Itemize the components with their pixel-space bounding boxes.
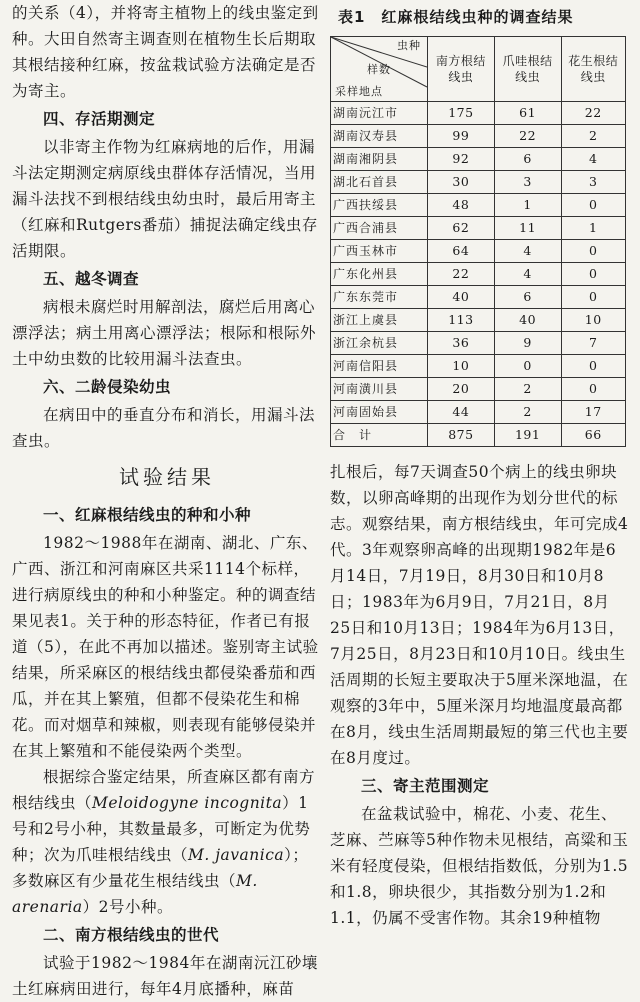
table-cell-place: 广西合浦县 <box>331 217 428 240</box>
table-cell-count: 7 <box>561 332 626 355</box>
table-cell-count: 2 <box>561 125 626 148</box>
column-header-arenaria: 花生根结线虫 <box>561 37 626 102</box>
table-cell-count: 0 <box>561 355 626 378</box>
table-cell-place: 广东化州县 <box>331 263 428 286</box>
column-header-incognita: 南方根结线虫 <box>428 37 495 102</box>
table-cell-count: 875 <box>428 424 495 447</box>
table-row <box>331 309 626 332</box>
paragraph-species-survey: 1982～1988年在湖南、湖北、广东、广西、浙江和河南麻区共采1114个标样，进行病原线虫的种和小种鉴定。种的调查结果见表1。关于种的形态特征，作者已有报道（5），在此不再加以描述。鉴别寄主试验结果，所采麻区的根结线虫都侵染番茄和西瓜，并在其上繁殖，但都不侵染花生和棉花。而对烟草和辣椒，则表现有能够侵染并在其上繁殖和不能侵染两个类型。 <box>12 534 319 760</box>
table-row <box>331 401 626 424</box>
table-cell-count: 22 <box>494 125 561 148</box>
corner-label-species: 虫种 <box>397 39 421 52</box>
table-cell-count: 40 <box>428 286 495 309</box>
table-cell-count: 99 <box>428 125 495 148</box>
heading-survival: 四、存活期测定 <box>43 110 156 128</box>
table-cell-count: 4 <box>494 263 561 286</box>
table-cell-count: 3 <box>561 171 626 194</box>
paragraph-overwinter: 病根未腐烂时用解剖法，腐烂后用离心漂浮法；病土用离心漂浮法；根际和根际外土中幼虫数的比较用漏斗法查虫。 <box>12 298 317 368</box>
table-cell-place: 浙江余杭县 <box>331 332 428 355</box>
table-row <box>331 355 626 378</box>
table-cell-count: 61 <box>494 102 561 125</box>
table-cell-count: 2 <box>494 401 561 424</box>
table-body <box>331 102 626 447</box>
heading-host-range: 三、寄主范围测定 <box>361 777 490 795</box>
table-cell-place: 广西玉林市 <box>331 240 428 263</box>
table-cell-count: 62 <box>428 217 495 240</box>
table-cell-count: 1 <box>494 194 561 217</box>
table-cell-count: 10 <box>428 355 495 378</box>
table-corner-cell <box>331 37 428 102</box>
table-row <box>331 286 626 309</box>
table-cell-count: 6 <box>494 286 561 309</box>
table-row <box>331 194 626 217</box>
section-title-results: 试验结果 <box>119 465 215 489</box>
paragraph-generations: 试验于1982～1984年在湖南沅江砂壤土红麻病田进行，每年4月底播种，麻苗 <box>12 954 318 998</box>
heading-species: 一、红麻根结线虫的种和小种 <box>43 506 252 524</box>
table-cell-place: 浙江上虞县 <box>331 309 428 332</box>
table-cell-count: 0 <box>561 378 626 401</box>
table-cell-count: 3 <box>494 171 561 194</box>
table-cell-place: 广西扶绥县 <box>331 194 428 217</box>
table-cell-count: 40 <box>494 309 561 332</box>
paragraph-second-stage-larva: 在病田中的垂直分布和消长，用漏斗法查虫。 <box>12 406 316 450</box>
table-cell-count: 0 <box>561 194 626 217</box>
table-cell-count: 1 <box>561 217 626 240</box>
heading-generations: 二、南方根结线虫的世代 <box>43 926 220 944</box>
table-row <box>331 217 626 240</box>
paragraph-generations-continued: 扎根后，每7天调查50个病上的线虫卵块数，以卵高峰期的出现作为划分世代的标志。观察结果，南方根结线虫，年可完成4代。3年观察卵高峰的出现期1982年是6月14日，7月19日，8月30日和10月8日；1983年为6月9日，7月21日，8月25日和10月13日；1984年为6月13日，7月25日，8月23日和10月10日。线虫生活周期的长短主要取决于5厘米深地温，在观察的3年中，5厘米深月均地温度最高都在8月，线虫生活周期最短的第三代也主要在8月度过。 <box>330 463 629 767</box>
table-cell-count: 17 <box>561 401 626 424</box>
table-cell-count: 175 <box>428 102 495 125</box>
paragraph-host-range: 在盆栽试验中，棉花、小麦、花生、芝麻、苎麻等5种作物未见根结，高粱和玉米有轻度侵染，但根结指数低，分别为1.5和1.8，卵块很少，其指数分别为1.2和1.1，仍属不受害作物。其余19种植物 <box>330 805 629 927</box>
table-cell-count: 64 <box>428 240 495 263</box>
column-header-javanica: 爪哇根结线虫 <box>494 37 561 102</box>
paragraph-species-identification: 根据综合鉴定结果，所查麻区都有南方根结线虫（Meloidogyne incognita）1号和2号小种，其数量最多，可断定为优势种；次为爪哇根结线虫（M. javanica）；多数麻区有少量花生根结线虫（M. arenaria）2号小种。 <box>12 768 316 916</box>
table-cell-count: 11 <box>494 217 561 240</box>
table-cell-count: 0 <box>561 286 626 309</box>
left-column <box>12 0 322 1002</box>
table-cell-place: 湖南沅江市 <box>331 102 428 125</box>
corner-label-place: 采样地点 <box>335 85 383 98</box>
table-row <box>331 332 626 355</box>
table-cell-place: 河南固始县 <box>331 401 428 424</box>
heading-overwinter: 五、越冬调查 <box>43 270 140 288</box>
table-row <box>331 171 626 194</box>
table-row <box>331 125 626 148</box>
survey-table <box>330 36 626 447</box>
table-cell-count: 0 <box>494 355 561 378</box>
table-cell-count: 48 <box>428 194 495 217</box>
table-row <box>331 378 626 401</box>
table-cell-count: 191 <box>494 424 561 447</box>
table-cell-count: 4 <box>561 148 626 171</box>
table-caption: 表1 红麻根结线虫种的调查结果 <box>338 8 574 26</box>
table-cell-count: 4 <box>494 240 561 263</box>
paragraph-methods-end: 的关系（4），并将寄主植物上的线虫鉴定到种。大田自然寄主调查则在植物生长后期取其根结接种红麻，按盆栽试验方法确定是否为寄主。 <box>12 4 319 100</box>
table-cell-count: 22 <box>561 102 626 125</box>
right-column <box>330 0 630 931</box>
table-cell-count: 113 <box>428 309 495 332</box>
table-cell-count: 92 <box>428 148 495 171</box>
table-cell-count: 20 <box>428 378 495 401</box>
table-cell-count: 22 <box>428 263 495 286</box>
table-cell-count: 30 <box>428 171 495 194</box>
table-row <box>331 148 626 171</box>
table-cell-place: 湖北石首县 <box>331 171 428 194</box>
table-cell-place: 合 计 <box>331 424 428 447</box>
table-row <box>331 240 626 263</box>
table-cell-count: 0 <box>561 240 626 263</box>
table-cell-place: 河南潢川县 <box>331 378 428 401</box>
table-cell-place: 湖南汉寿县 <box>331 125 428 148</box>
table-cell-place: 广东东莞市 <box>331 286 428 309</box>
table-cell-count: 6 <box>494 148 561 171</box>
table-cell-count: 44 <box>428 401 495 424</box>
table-cell-count: 36 <box>428 332 495 355</box>
table-row <box>331 424 626 447</box>
table-row <box>331 102 626 125</box>
table-cell-count: 2 <box>494 378 561 401</box>
paragraph-survival: 以非寄主作物为红麻病地的后作，用漏斗法定期测定病原线虫群体存活情况，当用漏斗法找不到根结线虫幼虫时，最后用寄主（红麻和Rutgers番茄）捕捉法确定线虫存活期限。 <box>12 138 318 260</box>
table-cell-place: 湖南湘阴县 <box>331 148 428 171</box>
table-cell-count: 9 <box>494 332 561 355</box>
heading-second-stage-larva: 六、二龄侵染幼虫 <box>43 378 172 396</box>
table-cell-count: 0 <box>561 263 626 286</box>
table-cell-place: 河南信阳县 <box>331 355 428 378</box>
table-header-row <box>331 37 626 102</box>
corner-label-count: 样数 <box>367 63 391 76</box>
table-row <box>331 263 626 286</box>
table-cell-count: 10 <box>561 309 626 332</box>
table-cell-count: 66 <box>561 424 626 447</box>
